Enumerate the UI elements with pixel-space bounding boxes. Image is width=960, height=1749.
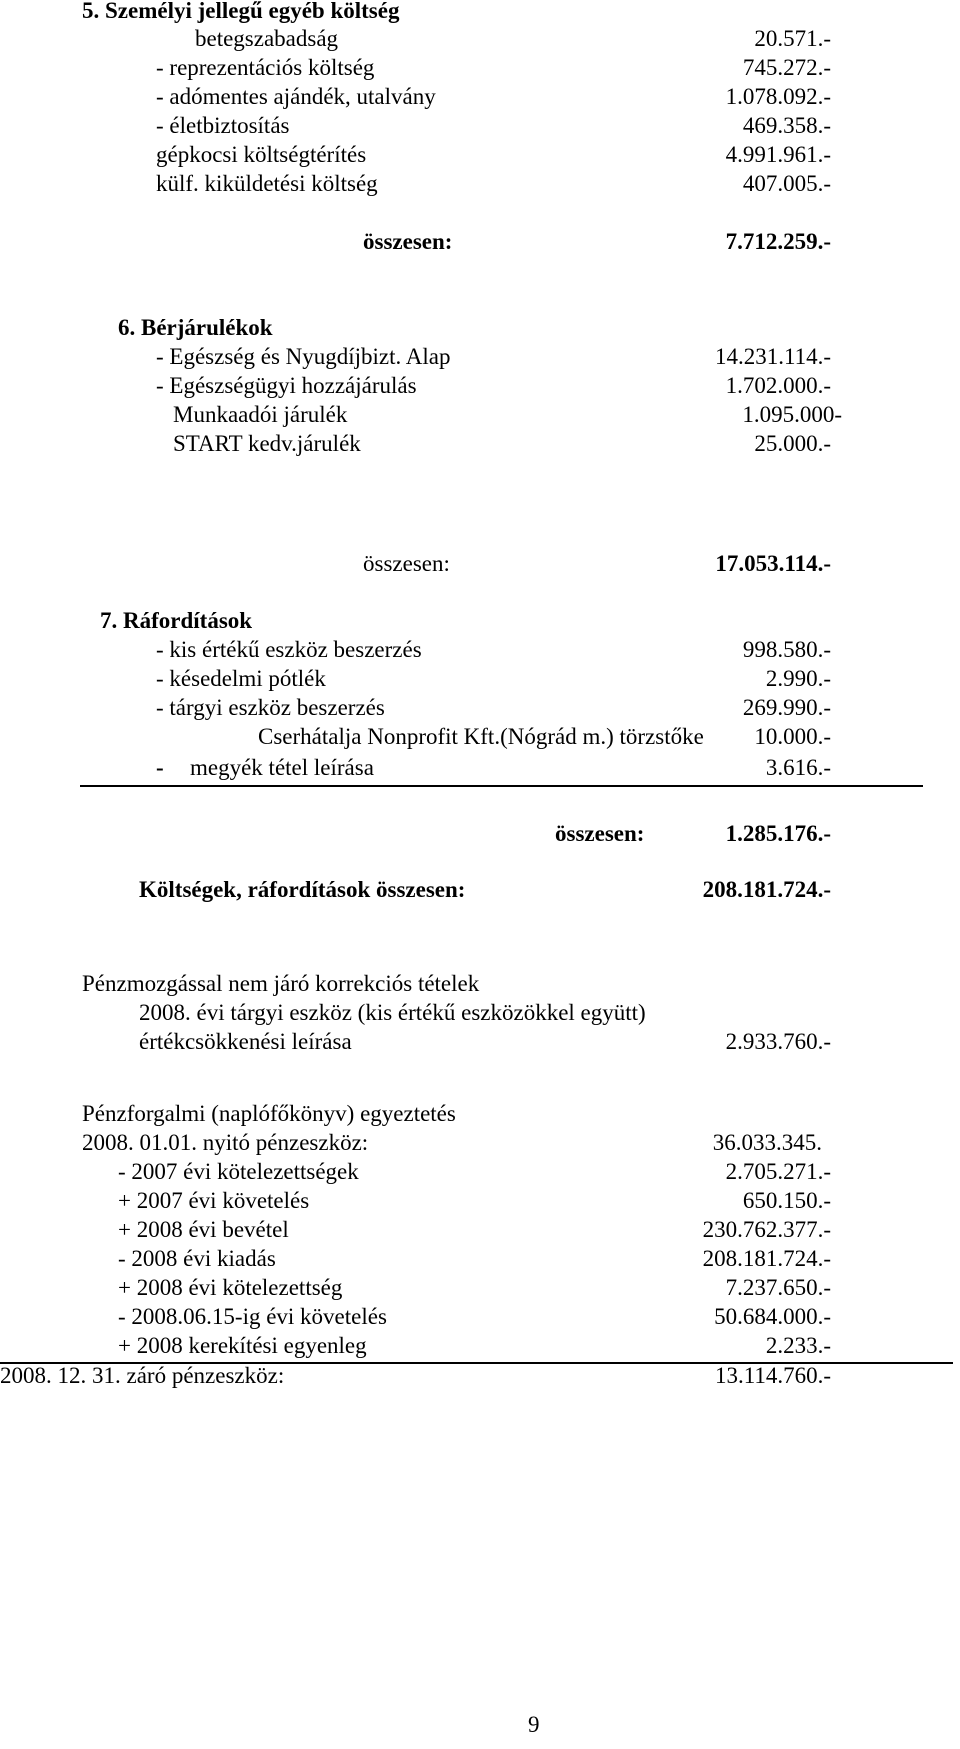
corrections-line-2: értékcsökkenési leírása xyxy=(139,1029,352,1054)
s5-value-5: 407.005.- xyxy=(742,171,831,196)
cash-value-4: 7.237.650.- xyxy=(725,1275,831,1300)
s7-label-4: megyék tétel leírása xyxy=(190,755,374,780)
s6-value-0: 14.231.114.- xyxy=(714,344,831,369)
cash-label-2: + 2008 évi bevétel xyxy=(118,1217,289,1242)
s5-total-value: 7.712.259.- xyxy=(725,229,831,254)
section-7-rule xyxy=(80,785,923,787)
cash-value-3: 208.181.724.- xyxy=(702,1246,831,1271)
s5-value-1: 745.272.- xyxy=(742,55,831,80)
s7-label-1: - késedelmi pótlék xyxy=(156,666,326,691)
s6-total-label: összesen: xyxy=(363,551,450,576)
s6-value-3: 25.000.- xyxy=(754,431,831,456)
s5-value-2: 1.078.092.- xyxy=(725,84,831,109)
s5-value-3: 469.358.- xyxy=(742,113,831,138)
s6-total-value: 17.053.114.- xyxy=(715,551,831,576)
s7-dash-4: - xyxy=(156,755,164,780)
corrections-line-1: 2008. évi tárgyi eszköz (kis értékű eszközökkel együtt) xyxy=(139,1000,646,1025)
s7-value-1: 2.990.- xyxy=(765,666,831,691)
s7-total-value: 1.285.176.- xyxy=(725,821,831,846)
page-number: 9 xyxy=(528,1712,540,1737)
cash-opening-label: 2008. 01.01. nyitó pénzeszköz: xyxy=(82,1130,369,1155)
cash-label-0: - 2007 évi kötelezettségek xyxy=(118,1159,359,1184)
s7-label-0: - kis értékű eszköz beszerzés xyxy=(156,637,422,662)
s6-label-2: Munkaadói járulék xyxy=(173,402,348,427)
s5-label-5: külf. kiküldetési költség xyxy=(156,171,378,196)
corrections-heading: Pénzmozgással nem járó korrekciós tételek xyxy=(82,971,480,996)
s6-value-1: 1.702.000.- xyxy=(725,373,831,398)
s7-value-4: 3.616.- xyxy=(765,755,831,780)
s6-label-0: - Egészség és Nyugdíjbizt. Alap xyxy=(156,344,451,369)
s5-value-0: 20.571.- xyxy=(754,26,831,51)
cash-heading: Pénzforgalmi (naplófőkönyv) egyeztetés xyxy=(82,1101,456,1126)
cash-label-4: + 2008 évi kötelezettség xyxy=(118,1275,343,1300)
s5-total-label: összesen: xyxy=(363,229,453,254)
cash-label-6: + 2008 kerekítési egyenleg xyxy=(118,1333,367,1358)
corrections-value: 2.933.760.- xyxy=(725,1029,831,1054)
cash-value-0: 2.705.271.- xyxy=(725,1159,831,1184)
grand-total-value: 208.181.724.- xyxy=(702,877,831,902)
s6-value-2: 1.095.000- xyxy=(742,402,842,427)
s7-value-3: 10.000.- xyxy=(754,724,831,749)
cash-value-6: 2.233.- xyxy=(765,1333,831,1358)
s6-label-1: - Egészségügyi hozzájárulás xyxy=(156,373,417,398)
cash-label-1: + 2007 évi követelés xyxy=(118,1188,310,1213)
s5-value-4: 4.991.961.- xyxy=(725,142,831,167)
section-7-heading: 7. Ráfordítások xyxy=(100,608,253,633)
s7-label-2: - tárgyi eszköz beszerzés xyxy=(156,695,385,720)
cash-closing-value: 13.114.760.- xyxy=(714,1363,831,1388)
section-6-heading: 6. Bérjárulékok xyxy=(118,315,273,340)
s7-value-0: 998.580.- xyxy=(742,637,831,662)
cash-value-5: 50.684.000.- xyxy=(714,1304,831,1329)
section-5-heading: 5. Személyi jellegű egyéb költség xyxy=(82,0,400,23)
s7-total-label: összesen: xyxy=(555,821,645,846)
grand-total-label: Költségek, ráfordítások összesen: xyxy=(139,877,466,902)
cash-value-2: 230.762.377.- xyxy=(702,1217,831,1242)
s7-label-3: Cserhátalja Nonprofit Kft.(Nógrád m.) törzstőke xyxy=(258,724,704,749)
cash-label-3: - 2008 évi kiadás xyxy=(118,1246,276,1271)
s5-label-3: - életbiztosítás xyxy=(156,113,290,138)
s5-label-0: betegszabadság xyxy=(195,26,339,51)
s5-label-4: gépkocsi költségtérítés xyxy=(156,142,367,167)
cash-closing-label: 2008. 12. 31. záró pénzeszköz: xyxy=(0,1363,285,1388)
s6-label-3: START kedv.járulék xyxy=(173,431,361,456)
s7-value-2: 269.990.- xyxy=(742,695,831,720)
s5-label-1: - reprezentációs költség xyxy=(156,55,375,80)
cash-label-5: - 2008.06.15-ig évi követelés xyxy=(118,1304,387,1329)
s5-label-2: - adómentes ajándék, utalvány xyxy=(156,84,436,109)
cash-value-1: 650.150.- xyxy=(742,1188,831,1213)
cash-opening-value: 36.033.345. xyxy=(712,1130,822,1155)
